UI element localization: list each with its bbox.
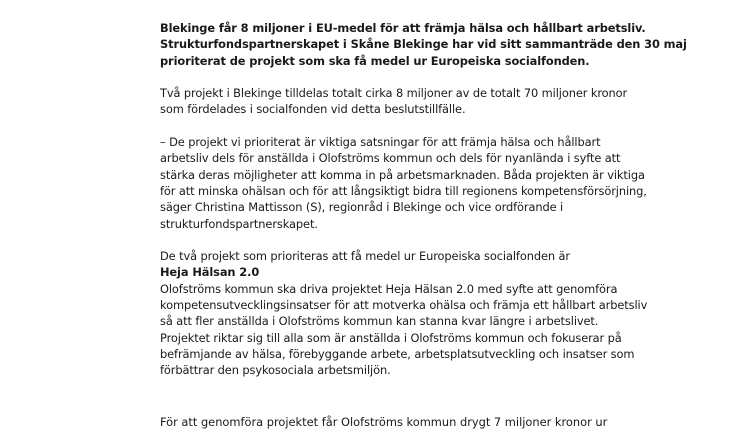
quote-line-5: säger Christina Mattisson (S), regionråd i Blekinge och vice ordförande i: [160, 200, 564, 215]
intro-line: De två projekt som prioriteras att få medel ur Europeiska socialfonden är: [160, 249, 570, 264]
project-line-5: befrämjande av hälsa, förebyggande arbete, arbetsplatsutveckling och insatser som: [160, 346, 635, 361]
lead-line-2: Strukturfondspartnerskapet i Skåne Blekinge har vid sitt sammanträde den 30 maj: [160, 37, 687, 52]
spacer: [160, 118, 720, 134]
quote-line-6: strukturfondspartnerskapet.: [160, 216, 318, 231]
project-line-2: kompetensutvecklingsinsatser för att motverka ohälsa och främja ett hållbart arbetsliv: [160, 298, 648, 313]
project-line-6: förbättrar den psykosociala arbetsmiljön.: [160, 363, 391, 378]
spacer: [160, 69, 720, 85]
project-line-4: Projektet riktar sig till alla som är anställda i Olofströms kommun och fokuserar på: [160, 330, 622, 345]
quote-line-1: – De projekt vi prioriterat är viktiga satsningar för att främja hälsa och hållbart: [160, 135, 601, 150]
spacer: [160, 232, 720, 248]
quote-line-3: stärka deras möjligheter att komma in på arbetsmarknaden. Båda projekten är viktiga: [160, 167, 645, 182]
cut-off-line: För att genomföra projektet får Olofströms kommun drygt 7 miljoner kronor ur: [160, 415, 608, 429]
lead-line-1: Blekinge får 8 miljoner i EU-medel för att främja hälsa och hållbart arbetsliv.: [160, 21, 646, 35]
project-line-3: så att fler anställda i Olofströms kommun kan stanna kvar längre i arbetslivet.: [160, 314, 599, 329]
quote-line-4: för att minska ohälsan och för att långsiktigt bidra till regionens kompetensförsörjning,: [160, 183, 647, 198]
quote-line-2: arbetsliv dels för anställda i Olofströms kommun och dels för nyanlända i syfte att: [160, 151, 621, 166]
press-release-document: [160, 20, 720, 379]
para1-line-2: som fördelades i socialfonden vid detta beslutstillfälle.: [160, 102, 466, 117]
project-heading: Heja Hälsan 2.0: [160, 265, 260, 280]
project-line-1: Olofströms kommun ska driva projektet Heja Hälsan 2.0 med syfte att genomföra: [160, 281, 618, 296]
para1-line-1: Två projekt i Blekinge tilldelas totalt cirka 8 miljoner av de totalt 70 miljoner kronor: [160, 86, 628, 101]
cut-off-region: [0, 395, 746, 429]
lead-line-3: prioriterat de projekt som ska få medel ur Europeiska socialfonden.: [160, 53, 590, 68]
